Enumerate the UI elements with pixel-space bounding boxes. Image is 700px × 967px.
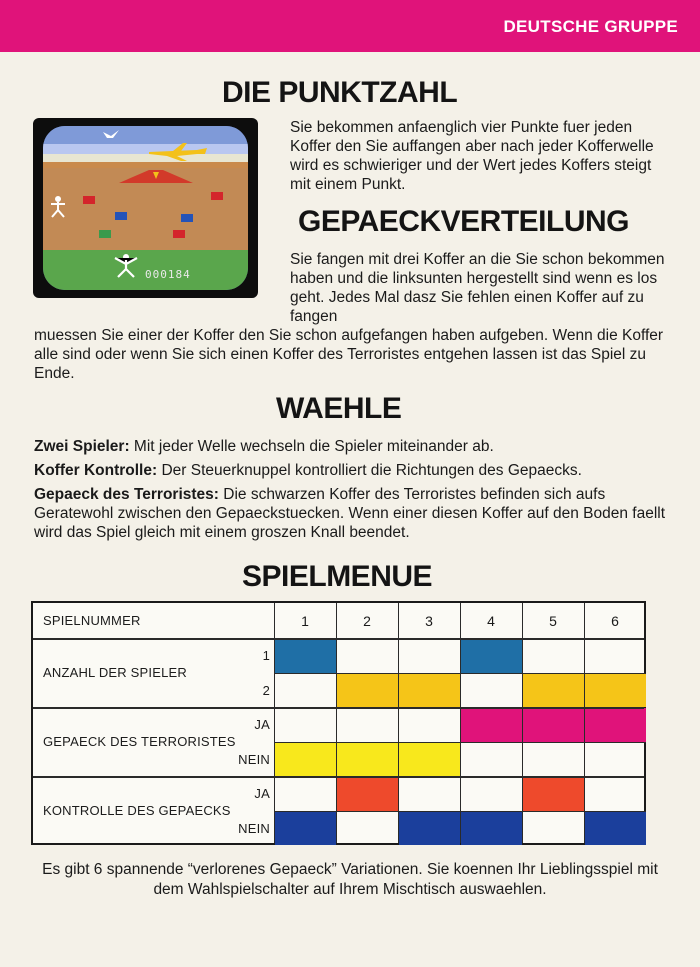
- table-cell-selected: [337, 777, 398, 811]
- table-cell-selected: [523, 777, 584, 811]
- table-cell-selected: [585, 674, 646, 708]
- table-option-label: NEIN: [238, 820, 270, 836]
- game-number-6: 6: [611, 613, 619, 629]
- game-number-4: 4: [487, 613, 495, 629]
- table-cell-selected: [585, 812, 646, 846]
- player-icon: [113, 254, 139, 278]
- conveyor-icon: [119, 168, 193, 184]
- table-divider: [274, 811, 646, 812]
- table-group-label: GEPAECK DES TERRORISTES: [43, 733, 236, 749]
- table-cell-selected: [399, 743, 460, 777]
- group-label: DEUTSCHE GRUPPE: [503, 17, 678, 36]
- suitcase-icon: [181, 214, 193, 222]
- option-term: Gepaeck des Terroristes:: [34, 486, 219, 503]
- suitcase-icon: [211, 192, 223, 200]
- table-cell-selected: [275, 743, 336, 777]
- game-number-3: 3: [425, 613, 433, 629]
- game-variation-table: [31, 601, 646, 845]
- table-divider: [274, 742, 646, 743]
- table-cell-selected: [461, 812, 522, 846]
- option-term: Zwei Spieler:: [34, 438, 130, 455]
- game-number-5: 5: [549, 613, 557, 629]
- game-number-2: 2: [363, 613, 371, 629]
- table-divider: [33, 776, 644, 778]
- table-divider: [33, 638, 644, 640]
- table-option-label: JA: [254, 786, 270, 801]
- table-cell-selected: [275, 812, 336, 846]
- table-cell-selected: [337, 743, 398, 777]
- table-cell-selected: [585, 708, 646, 742]
- player-icon: [49, 196, 67, 218]
- table-cell-selected: [399, 812, 460, 846]
- table-option-label: JA: [254, 717, 270, 732]
- option-desc: Die schwarzen Koffer des Terroristes befinden sich aufs Geratewohl zwischen den Gepaeckstuecken. Wenn einer diesen Koffer auf den Boden faellt wird das Spiel gleich mit einem groszen Knall beendet.: [34, 486, 666, 541]
- game-screen: [43, 126, 248, 290]
- table-option-label: 1: [262, 648, 270, 663]
- section-title-waehle: WAEHLE: [276, 392, 402, 425]
- game-number-1: 1: [301, 613, 309, 629]
- table-divider: [33, 707, 644, 709]
- suitcase-icon: [83, 196, 95, 204]
- table-cell-selected: [461, 708, 522, 742]
- suitcase-icon: [99, 230, 111, 238]
- table-divider: [274, 673, 646, 674]
- table-cell-selected: [523, 708, 584, 742]
- option-term: Koffer Kontrolle:: [34, 462, 158, 479]
- table-option-label: 2: [262, 682, 270, 698]
- game-screenshot: [33, 118, 258, 298]
- airplane-icon: [147, 142, 209, 162]
- table-cell-selected: [523, 674, 584, 708]
- punktzahl-text: Sie bekommen anfaenglich vier Punkte fuer jeden Koffer den Sie auffangen aber nach jeder Kofferwelle wird es schwieriger und der Wert jedes Koffers steigt mit einem Punkt.: [290, 119, 654, 193]
- table-option-label: NEIN: [238, 751, 270, 767]
- gepaeckverteilung-text-1: Sie fangen mit drei Koffer an die Sie schon bekommen haben und die linksunten hergestellt sind wenn es los geht. Jedes Mal dasz Sie fehlen einen Koffer auf zu fangen: [290, 251, 665, 325]
- bird-icon: [101, 128, 121, 140]
- table-header-label: SPIELNUMMER: [43, 613, 141, 628]
- table-cell-selected: [461, 639, 522, 673]
- table-cell-selected: [275, 639, 336, 673]
- gepaeckverteilung-text-2: muessen Sie einer der Koffer den Sie schon aufgefangen haben aufgeben. Wenn die Koffer alle sind oder wenn Sie sich einen Koffer des Terroristes entgehen lassen ist das Spiel zu Ende.: [34, 327, 664, 382]
- suitcase-icon: [173, 230, 185, 238]
- section-title-punktzahl: DIE PUNKTZAHL: [222, 76, 458, 109]
- option-desc: Mit jeder Welle wechseln die Spieler miteinander ab.: [129, 438, 494, 455]
- table-group-label: KONTROLLE DES GEPAECKS: [43, 802, 231, 818]
- table-cell-selected: [337, 674, 398, 708]
- section-title-spielmenue: SPIELMENUE: [242, 560, 433, 593]
- suitcase-icon: [115, 212, 127, 220]
- section-title-gepaeckverteilung: GEPAECKVERTEILUNG: [298, 205, 629, 238]
- score-display: 000184: [145, 268, 191, 281]
- option-koffer-kontrolle: [34, 461, 674, 480]
- table-group-label: ANZAHL DER SPIELER: [43, 664, 187, 680]
- option-zwei-spieler: [34, 437, 674, 456]
- option-desc: Der Steuerknuppel kontrolliert die Richtungen des Gepaecks.: [157, 462, 582, 479]
- spielmenue-footer-text: Es gibt 6 spannende “verlorenes Gepaeck” Variationen. Sie koennen Ihr Lieblingsspiel mit dem Wahlspielschalter auf Ihrem Mischtisch auswaehlen.: [42, 861, 658, 898]
- option-gepaeck-terroristes: [34, 485, 674, 542]
- table-cell-selected: [399, 674, 460, 708]
